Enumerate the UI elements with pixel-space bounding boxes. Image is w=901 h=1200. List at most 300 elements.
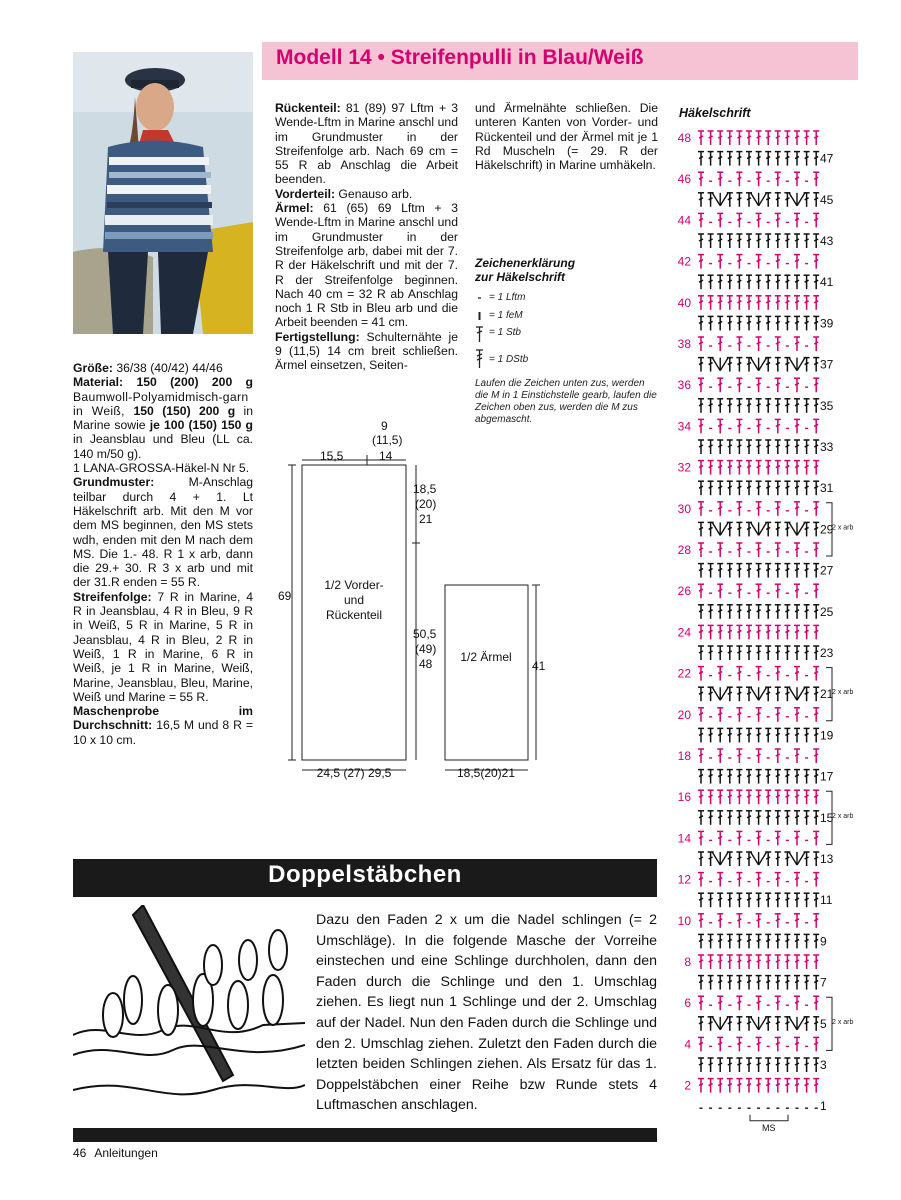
chart-row-34 — [698, 419, 819, 433]
chart-row-number: 28 — [677, 543, 691, 557]
chart-stb — [804, 440, 810, 454]
chart-stb — [775, 914, 781, 928]
chart-stb — [698, 667, 704, 681]
chart-row-number: 8 — [684, 955, 691, 969]
chart-row-18 — [698, 749, 819, 763]
chart-stb — [765, 770, 771, 784]
chart-stb — [794, 584, 800, 598]
chart-stb — [784, 811, 790, 825]
chart-stb — [775, 522, 781, 536]
chart-stb — [698, 399, 704, 413]
chart-stb — [784, 275, 790, 289]
chart-stb — [813, 893, 819, 907]
chart-stb — [775, 337, 781, 351]
chart-stb — [756, 831, 762, 845]
chart-row-46 — [698, 172, 819, 186]
chart-stb — [698, 893, 704, 907]
chart-row-39 — [698, 316, 819, 330]
chart-stb — [756, 378, 762, 392]
chart-stb — [775, 440, 781, 454]
chart-row-number: 10 — [677, 913, 691, 928]
chart-row-number: 20 — [677, 707, 691, 722]
chart-stb — [736, 564, 742, 578]
chart-stb — [698, 625, 704, 639]
chart-fan — [751, 687, 767, 700]
chart-row-20 — [698, 708, 819, 722]
chart-stb — [794, 1058, 800, 1072]
chart-stb — [804, 646, 810, 660]
chart-stb — [794, 708, 800, 722]
chart-stb — [698, 708, 704, 722]
sleeve-height: 41 — [532, 659, 546, 673]
chart-row-3 — [698, 1058, 819, 1072]
chart-row-number: 43 — [820, 234, 834, 248]
chart-stb — [813, 152, 819, 166]
chart-stb — [804, 625, 810, 639]
chart-row-number: 41 — [820, 275, 834, 290]
chart-stb — [736, 584, 742, 598]
dim-bottom: 24,5 (27) 29,5 — [316, 766, 392, 780]
chart-stb — [813, 646, 819, 660]
chart-stb — [784, 564, 790, 578]
chart-stb — [784, 728, 790, 742]
chart-stb — [736, 811, 742, 825]
chart-fan — [789, 852, 805, 865]
chart-stb — [813, 193, 819, 207]
chart-stb — [698, 502, 704, 516]
chart-row-number: 37 — [820, 357, 834, 372]
chart-stb — [736, 275, 742, 289]
chart-row-number: 35 — [820, 398, 834, 413]
chart-stb — [708, 564, 714, 578]
chart-row-33 — [698, 440, 819, 454]
chart-stb — [736, 831, 742, 845]
chart-stb — [813, 337, 819, 351]
chart-stb — [794, 255, 800, 269]
chart-stb — [708, 955, 714, 969]
chart-row-number: 7 — [820, 975, 827, 990]
chart-stb — [717, 1058, 723, 1072]
chart-stb — [736, 502, 742, 516]
chart-stb — [708, 605, 714, 619]
chart-stb — [698, 1079, 704, 1093]
chart-stb — [698, 996, 704, 1010]
chart-stb — [736, 337, 742, 351]
chart-stb — [746, 605, 752, 619]
chart-stb — [736, 605, 742, 619]
chart-stb — [698, 831, 704, 845]
chart-row-37 — [698, 358, 819, 372]
chart-stb — [765, 811, 771, 825]
chart-stb — [736, 708, 742, 722]
chart-stb — [765, 131, 771, 145]
chart-fan — [751, 522, 767, 535]
chart-row-number: 23 — [820, 646, 834, 660]
chart-row-17 — [698, 770, 819, 784]
chart-stb — [698, 193, 704, 207]
chart-stb — [746, 152, 752, 166]
body-label-2: und — [343, 593, 365, 607]
chart-row-number: 36 — [677, 378, 691, 393]
chart-stb — [756, 728, 762, 742]
chart-stb — [698, 914, 704, 928]
chart-stb — [717, 502, 723, 516]
chart-stb — [727, 316, 733, 330]
chart-stb — [756, 481, 762, 495]
chart-stb — [765, 440, 771, 454]
aermel-label: Ärmel: — [275, 201, 314, 216]
chart-stb — [736, 296, 742, 310]
chart-stb — [708, 625, 714, 639]
chart-stb — [813, 234, 819, 248]
chart-stb — [794, 667, 800, 681]
chart-row-number: 47 — [820, 151, 834, 166]
rueckenteil-text: 81 (89) 97 Lftm + 3 Wende-Lftm in Marine anschl und im Grundmuster in der Streifenfolge arb. Nach 69 cm = 55 R ab Anschlag die Arbeit beenden. — [275, 101, 458, 187]
chart-stb — [765, 605, 771, 619]
chart-stb — [698, 749, 704, 763]
chart-stb — [727, 440, 733, 454]
chart-stb — [775, 1017, 781, 1031]
chart-stb — [794, 811, 800, 825]
dim-height: 69 — [278, 589, 292, 603]
material-yarn: Baumwoll-Polyamidmisch-garn in Weiß, — [73, 389, 249, 418]
chart-stb — [736, 976, 742, 990]
chart-stb — [717, 296, 723, 310]
dim-side-185: 18,5 — [413, 482, 437, 496]
chart-stb — [756, 296, 762, 310]
chart-stb — [794, 378, 800, 392]
chart-stb — [717, 646, 723, 660]
chart-stb — [717, 770, 723, 784]
chart-stb — [765, 646, 771, 660]
chart-stb — [727, 625, 733, 639]
chart-row-5 — [698, 1017, 819, 1031]
chart-stb — [708, 296, 714, 310]
chart-stb — [765, 976, 771, 990]
chart-stb — [775, 358, 781, 372]
chart-stb — [813, 502, 819, 516]
material-colors: in Jeansblau und Bleu (LL ca. 140 m/50 g). — [73, 432, 253, 461]
chart-stb — [756, 461, 762, 475]
chart-stb — [813, 770, 819, 784]
chart-stb — [756, 893, 762, 907]
chart-stb — [794, 646, 800, 660]
chart-stb — [813, 275, 819, 289]
chart-stb — [717, 131, 723, 145]
chart-stb — [765, 152, 771, 166]
chart-stb — [698, 605, 704, 619]
chart-row-32 — [698, 461, 819, 475]
chart-stb — [717, 605, 723, 619]
material-amount-1: 150 (200) 200 g — [123, 375, 253, 390]
legend-title-line-1: Zeichenerklärung — [475, 256, 576, 270]
chart-stb — [717, 811, 723, 825]
chart-row-6 — [698, 996, 819, 1010]
dim-top-left: 15,5 — [320, 449, 344, 463]
material-hook: 1 LANA-GROSSA-Häkel-N Nr 5. — [73, 461, 250, 476]
chart-stb — [736, 687, 742, 701]
chart-stb — [756, 399, 762, 413]
chart-stb — [727, 1079, 733, 1093]
repeat-label: 2 x arb — [832, 1018, 854, 1026]
chart-row-number: 13 — [820, 852, 834, 866]
chart-stb — [708, 152, 714, 166]
chart-fan — [751, 193, 767, 206]
chart-stb — [794, 873, 800, 887]
chart-stb — [698, 172, 704, 186]
right-column-text: und Ärmelnähte schließen. Die unteren Kanten von Vorder- und Rückenteil und der Ärmel mit je 1 Rd Muscheln (= 29. R der Häkelschrift) in Marine umhäkeln. — [475, 101, 658, 173]
chart-stb — [775, 502, 781, 516]
chart-stb — [698, 296, 704, 310]
chart-stb — [727, 1058, 733, 1072]
chart-stb — [813, 522, 819, 536]
chart-stb — [708, 976, 714, 990]
chart-stb — [698, 790, 704, 804]
chart-stb — [746, 646, 752, 660]
legend-note: Laufen die Zeichen unten zus, werden die M in 1 Einstichstelle gearb, laufen die Zeichen oben zus, werden die M zus abgemascht. — [475, 378, 657, 425]
chart-stb — [698, 543, 704, 557]
chart-stb — [717, 440, 723, 454]
chart-stb — [746, 316, 752, 330]
chart-stb — [765, 1058, 771, 1072]
chart-stb — [698, 687, 704, 701]
chart-stb — [756, 811, 762, 825]
chart-stb — [775, 131, 781, 145]
chart-stb — [813, 852, 819, 866]
vorderteil-label: Vorderteil: — [275, 186, 336, 201]
chart-fan — [712, 193, 728, 206]
chart-stb — [698, 316, 704, 330]
chart-stb — [804, 790, 810, 804]
chart-fan — [789, 1017, 805, 1030]
chart-stb — [698, 811, 704, 825]
chart-stb — [717, 316, 723, 330]
chart-stb — [746, 131, 752, 145]
chart-stb — [784, 893, 790, 907]
legend-item-stb: = 1 Stb — [489, 327, 521, 338]
chart-row-13 — [698, 852, 819, 866]
chart-stb — [775, 605, 781, 619]
chart-row-number: 14 — [677, 831, 691, 846]
chart-stb — [804, 131, 810, 145]
chart-stb — [708, 1079, 714, 1093]
chart-stb — [708, 440, 714, 454]
chart-stb — [736, 996, 742, 1010]
chart-stb — [736, 667, 742, 681]
page-footer — [73, 1146, 166, 1160]
chart-stb — [765, 296, 771, 310]
chart-stb — [727, 131, 733, 145]
chart-stb — [736, 152, 742, 166]
chart-row-27 — [698, 564, 819, 578]
chart-stb — [794, 131, 800, 145]
chart-stb — [775, 255, 781, 269]
chart-stb — [746, 790, 752, 804]
chart-row-number: 48 — [677, 131, 691, 145]
chart-stb — [775, 316, 781, 330]
chart-stb — [813, 873, 819, 887]
chart-stb — [804, 564, 810, 578]
chart-stb — [775, 1079, 781, 1093]
chart-stb — [717, 543, 723, 557]
chart-row-number: 34 — [677, 419, 691, 434]
chart-stb — [756, 749, 762, 763]
chart-stb — [746, 1079, 752, 1093]
chart-stb — [813, 625, 819, 639]
chart-stb — [813, 708, 819, 722]
chart-fan — [751, 852, 767, 865]
chart-stb — [775, 275, 781, 289]
chart-row-number: 16 — [677, 790, 691, 805]
chart-stb — [804, 1079, 810, 1093]
chart-stb — [717, 213, 723, 227]
chart-stb — [717, 708, 723, 722]
chart-fan — [712, 522, 728, 535]
chart-stb — [717, 1037, 723, 1051]
chart-fan — [789, 193, 805, 206]
chart-row-16 — [698, 790, 819, 804]
chart-stb — [756, 564, 762, 578]
chart-stb — [727, 564, 733, 578]
size-schematic — [270, 415, 550, 785]
chart-stb — [736, 893, 742, 907]
chart-fan — [751, 358, 767, 371]
chart-stb — [775, 708, 781, 722]
chart-stb — [698, 873, 704, 887]
chart-stb — [775, 667, 781, 681]
chart-stb — [736, 770, 742, 784]
chart-row-25 — [698, 605, 819, 619]
chart-stb — [736, 172, 742, 186]
chart-stb — [813, 419, 819, 433]
chart-stb — [804, 234, 810, 248]
chart-stb — [784, 152, 790, 166]
chart-row-42 — [698, 255, 819, 269]
chart-stb — [813, 296, 819, 310]
chart-stb — [708, 646, 714, 660]
chart-stb — [765, 728, 771, 742]
fertigstellung-label: Fertigstellung: — [275, 329, 360, 344]
chart-stb — [794, 481, 800, 495]
chart-stb — [717, 481, 723, 495]
chart-row-number: 33 — [820, 440, 834, 454]
chart-stb — [756, 955, 762, 969]
chart-stb — [775, 625, 781, 639]
chart-stb — [708, 770, 714, 784]
chart-row-number: 25 — [820, 604, 834, 619]
chart-stb — [717, 255, 723, 269]
chart-stb — [765, 481, 771, 495]
chart-fan — [789, 358, 805, 371]
model-photo — [73, 52, 253, 334]
grundmuster-label: Grundmuster: — [73, 475, 155, 490]
chart-stb — [717, 419, 723, 433]
chart-row-number: 17 — [820, 769, 834, 784]
dim-side-21: 21 — [419, 512, 433, 526]
chart-stb — [736, 790, 742, 804]
chart-row-number: 39 — [820, 316, 834, 331]
chart-stb — [784, 605, 790, 619]
chart-row-number: 3 — [820, 1058, 827, 1072]
chart-stb — [756, 213, 762, 227]
chart-stb — [794, 749, 800, 763]
chart-row-41 — [698, 275, 819, 289]
chart-row-number: 6 — [684, 996, 691, 1011]
chart-stb — [746, 440, 752, 454]
dim-side-505: 50,5 — [413, 627, 437, 641]
chart-stb — [736, 625, 742, 639]
chart-stb — [736, 419, 742, 433]
chart-stb — [784, 955, 790, 969]
groesse-label: Größe: — [73, 361, 113, 375]
chart-stb — [746, 234, 752, 248]
chart-stb — [765, 316, 771, 330]
chart-stb — [698, 275, 704, 289]
chart-stb — [775, 728, 781, 742]
chart-stb — [717, 728, 723, 742]
chart-stb — [736, 131, 742, 145]
maschenprobe-text: 16,5 M und 8 R = 10 x 10 cm. — [73, 718, 253, 747]
chart-stb — [746, 976, 752, 990]
chart-stb — [708, 934, 714, 948]
chart-stb — [736, 955, 742, 969]
chart-stb — [794, 502, 800, 516]
chart-stb — [765, 790, 771, 804]
chart-stb — [708, 811, 714, 825]
chart-stb — [775, 419, 781, 433]
chart-stb — [794, 296, 800, 310]
legend-item-dstb: = 1 DStb — [489, 354, 529, 365]
chart-row-number: 22 — [677, 666, 691, 681]
chart-stb — [698, 976, 704, 990]
left-text-column — [73, 361, 253, 747]
chart-stb — [804, 152, 810, 166]
double-crochet-illustration — [73, 905, 305, 1115]
chart-stb — [698, 934, 704, 948]
chart-stb — [756, 152, 762, 166]
chart-stb — [775, 1037, 781, 1051]
chart-stb — [813, 564, 819, 578]
chart-stb — [775, 152, 781, 166]
chart-stb — [717, 399, 723, 413]
chart-stb — [813, 1037, 819, 1051]
chart-stb — [784, 399, 790, 413]
chart-stb — [765, 399, 771, 413]
chart-stb — [813, 358, 819, 372]
dim-side-20: (20) — [415, 497, 437, 511]
chart-stb — [756, 234, 762, 248]
chart-stb — [717, 275, 723, 289]
chart-stb — [775, 399, 781, 413]
chart-stb — [804, 893, 810, 907]
chart-stb — [756, 316, 762, 330]
chart-stb — [813, 811, 819, 825]
chart-row-23 — [698, 646, 819, 660]
chart-stb — [804, 934, 810, 948]
repeat-label: 2 x arb — [832, 812, 854, 820]
chart-stb — [736, 193, 742, 207]
sleeve-panel-outline — [445, 585, 528, 760]
chart-stb — [698, 234, 704, 248]
chart-stb — [794, 419, 800, 433]
groesse-value: 36/38 (40/42) 44/46 — [112, 361, 223, 375]
ms-bracket — [750, 1115, 788, 1121]
chart-row-48 — [698, 131, 819, 145]
chart-stb — [784, 934, 790, 948]
chart-stb — [708, 461, 714, 475]
chart-stb — [756, 873, 762, 887]
material-amount-2: 150 (150) 200 g — [133, 403, 236, 418]
